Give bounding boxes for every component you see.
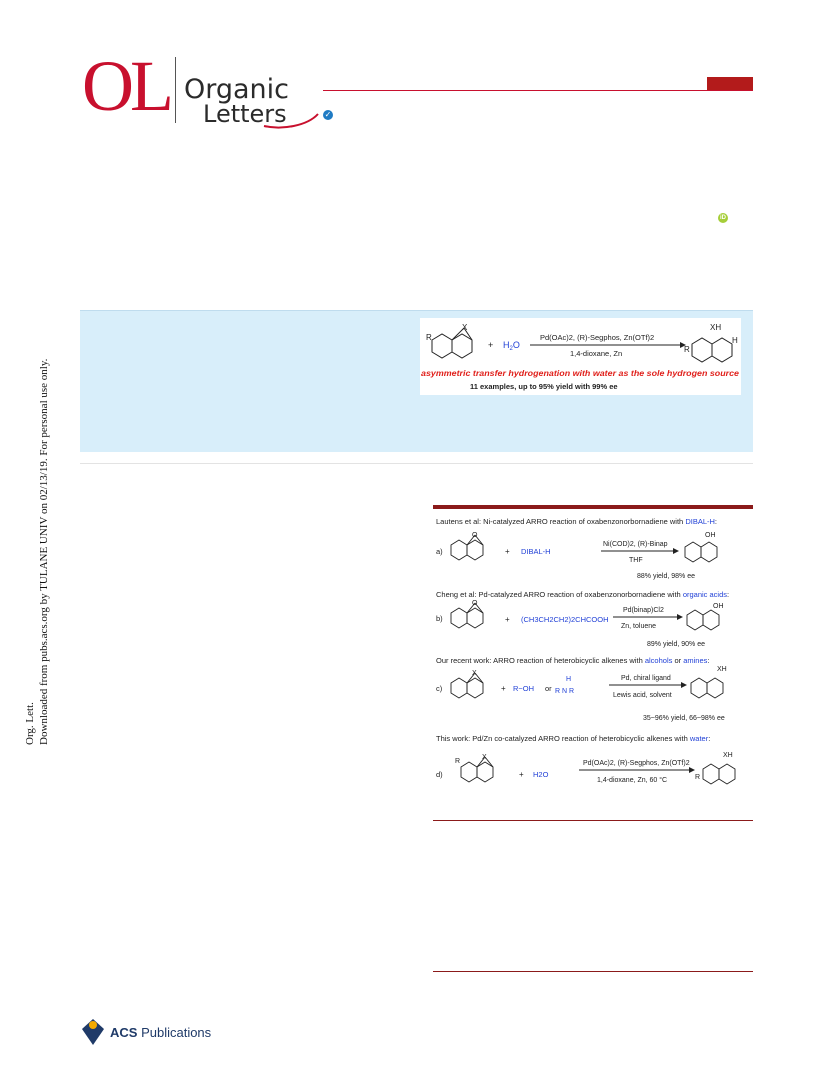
row-c-heading: Our recent work: ARRO reaction of heterobicyclic alkenes with alcohols or amines: (436, 656, 710, 665)
row-d-reagent: H2O (533, 770, 549, 779)
footnote-rule (433, 971, 753, 972)
row-d-bridge: X (482, 754, 487, 761)
row-a-plus: + (505, 547, 510, 556)
row-d-label: d) (436, 770, 443, 779)
row-a-product (685, 542, 717, 562)
check-icon: ✓ (324, 110, 332, 119)
row-d-product-group: XH (723, 752, 733, 759)
reactant-structure (432, 328, 472, 358)
row-c-label: c) (436, 684, 443, 693)
toc-product-xh: XH (710, 323, 722, 332)
row-a-label: a) (436, 547, 443, 556)
acs-logo-icon (80, 1017, 106, 1047)
toc-summary: 11 examples, up to 95% yield with 99% ee (470, 382, 618, 391)
abstract-rule (80, 463, 753, 464)
logo-swoosh-icon (262, 110, 322, 130)
orcid-icon[interactable]: iD (720, 215, 726, 221)
row-d-heading: This work: Pd/Zn co-catalyzed ARRO reaction of heterobicyclic alkenes with water: (436, 734, 711, 743)
toc-conditions-bottom: 1,4-dioxane, Zn (570, 349, 623, 358)
row-c-conditions-top: Pd, chiral ligand (621, 675, 671, 682)
journal-name-line2: Letters (203, 100, 287, 128)
row-d-conditions-bottom: 1,4-dioxane, Zn, 60 °C (597, 777, 668, 784)
row-b-product (687, 610, 719, 630)
row-b-label: b) (436, 614, 443, 623)
row-a-bridge: O (472, 532, 478, 539)
journal-name-line1: Organic (184, 74, 290, 105)
row-b-reactant (451, 603, 483, 628)
row-c-reagent-or: or (545, 684, 552, 693)
scheme-1 (433, 505, 753, 817)
toc-heteroatom: X (462, 323, 468, 332)
sidebar-download-notice: Downloaded from pubs.acs.org by TULANE UNIV on 02/13/19. For personal use only. (38, 358, 50, 745)
row-b-result: 89% yield, 90% ee (647, 641, 705, 648)
row-d-product-r: R (695, 774, 701, 781)
sidebar-journal: Org. Lett. (24, 702, 36, 745)
toc-graphic (420, 318, 741, 395)
publisher-name[interactable]: ACS Publications (110, 1025, 212, 1040)
row-d-conditions-top: Pd(OAc)2, (R)-Segphos, Zn(OTf)2 (583, 760, 690, 767)
row-b-plus: + (505, 615, 510, 624)
row-c-conditions-bottom: Lewis acid, solvent (613, 692, 672, 699)
toc-conditions-top: Pd(OAc)2, (R)-Segphos, Zn(OTf)2 (540, 333, 655, 342)
row-c-amine-h: H (566, 676, 572, 683)
row-b-heading: Cheng et al: Pd-catalyzed ARRO reaction of oxabenzonorbornadiene with organic acids: (436, 590, 730, 599)
row-a-result: 88% yield, 98% ee (637, 573, 695, 580)
toc-water-o: O (512, 340, 520, 350)
row-d-plus: + (519, 770, 524, 779)
product-structure (692, 338, 732, 362)
row-c-result: 35~96% yield, 66~98% ee (643, 715, 725, 722)
row-a-product-group: OH (705, 532, 716, 539)
row-d-reactant (461, 757, 493, 782)
row-d-product (703, 764, 735, 784)
toc-highlight: asymmetric transfer hydrogenation with water as the sole hydrogen source (421, 369, 740, 378)
toc-substituent-r: R (426, 333, 432, 342)
journal-logo-letters: OL (82, 46, 170, 126)
row-b-conditions-top: Pd(binap)Cl2 (623, 607, 664, 614)
row-c-bridge: X (472, 670, 477, 677)
header-accent-block (707, 77, 753, 90)
svg-text:H2O (503, 340, 520, 352)
row-b-conditions-bottom: Zn, toluene (621, 623, 657, 630)
toc-water-h: H (503, 340, 510, 350)
toc-product-r: R (684, 345, 690, 354)
row-c-amine: R N R (555, 688, 575, 695)
row-c-reagent: R−OH (513, 684, 535, 693)
toc-water-sub: 2 (509, 346, 513, 352)
row-c-product-group: XH (717, 666, 727, 673)
row-c-reactant (451, 673, 483, 698)
row-b-product-group: OH (713, 603, 724, 610)
row-c-product (691, 678, 723, 698)
row-a-reagent: DIBAL-H (521, 547, 551, 556)
row-b-bridge: O (472, 600, 478, 607)
toc-product-h: H (732, 336, 738, 345)
row-a-reactant (451, 535, 483, 560)
toc-plus: + (488, 340, 494, 350)
scheme-bottom-rule (433, 820, 753, 821)
row-a-heading: Lautens et al: Ni-catalyzed ARRO reaction of oxabenzonorbornadiene with DIBAL-H: (436, 517, 718, 526)
row-a-conditions-top: Ni(COD)2, (R)-Binap (603, 541, 668, 548)
row-a-conditions-bottom: THF (629, 557, 643, 564)
row-b-reagent: (CH3CH2CH2)2CHCOOH (521, 615, 609, 624)
header-rule (323, 90, 753, 91)
row-c-plus: + (501, 684, 506, 693)
logo-divider (175, 57, 176, 123)
row-d-substituent: R (455, 758, 461, 765)
